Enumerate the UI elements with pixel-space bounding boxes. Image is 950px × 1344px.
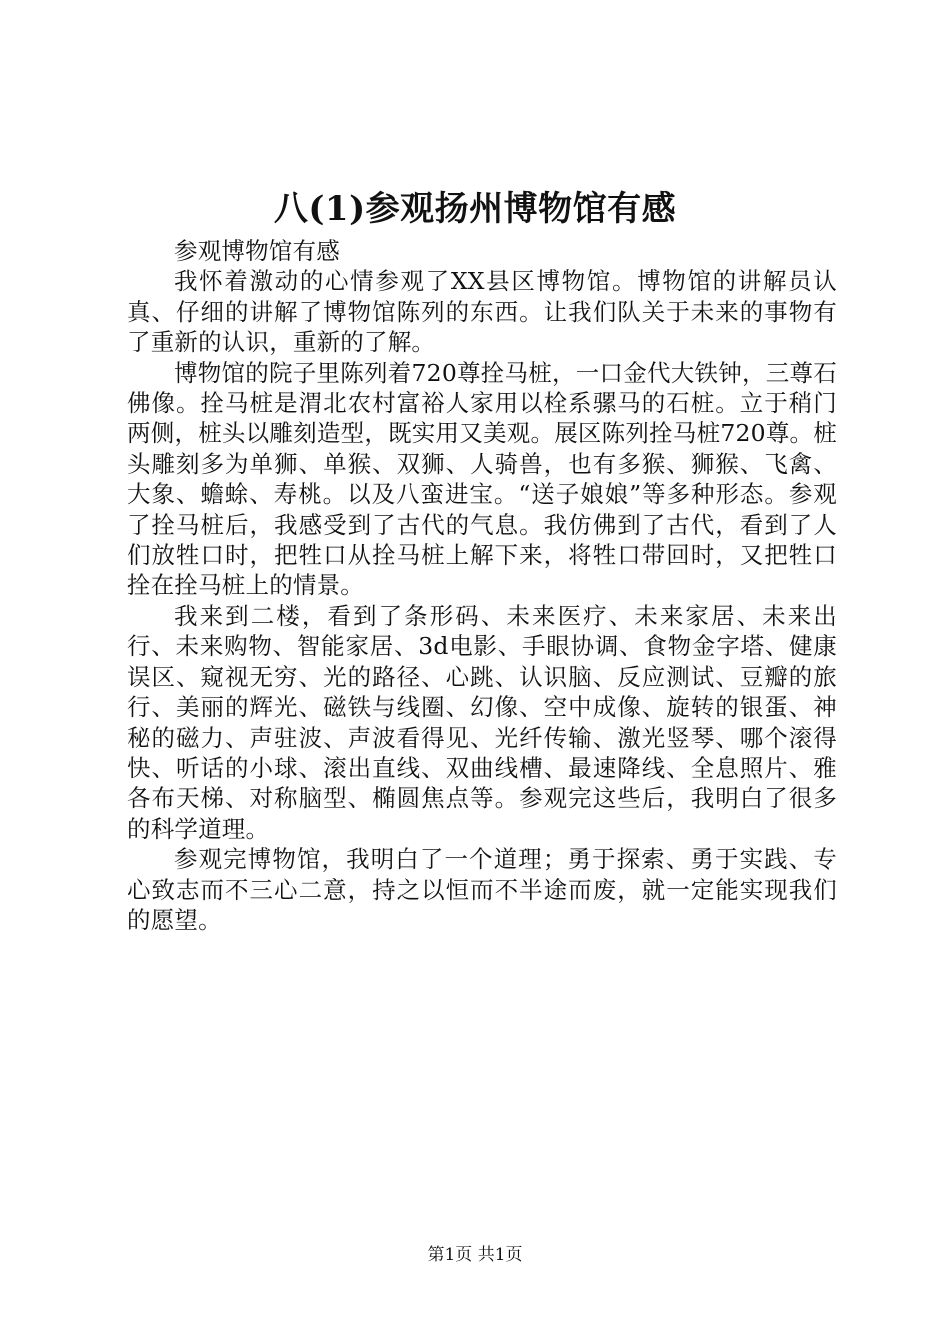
paragraph-second-floor: 我来到二楼，看到了条形码、未来医疗、未来家居、未来出行、未来购物、智能家居、3d电影、手眼协调、食物金字塔、健康误区、窥视无穷、光的路径、心跳、认识脑、反应测试、豆瓣的旅行、美丽的辉光、磁铁与线圈、幻像、空中成像、旋转的银蛋、神秘的磁力、声驻波、声波看得见、光纤传输、激光竖琴、哪个滚得快、听话的小球、滚出直线、双曲线槽、最速降线、全息照片、雅各布天梯、对称脑型、椭圆焦点等。参观完这些后，我明白了很多的科学道理。 (127, 601, 837, 843)
document-body (127, 236, 837, 935)
paragraph-subtitle: 参观博物馆有感 (174, 237, 340, 265)
page-number-footer: 第1页 共1页 (427, 1245, 523, 1265)
paragraph-conclusion: 参观完博物馆，我明白了一个道理；勇于探索、勇于实践、专心致志而不三心二意，持之以恒而不半途而废，就一定能实现我们的愿望。 (127, 845, 837, 934)
document-title: 八(1)参观扬州博物馆有感 (273, 189, 677, 229)
paragraph-courtyard: 博物馆的院子里陈列着720尊拴马桩，一口金代大铁钟，三尊石佛像。拴马桩是渭北农村富裕人家用以栓系骡马的石桩。立于稍门两侧，桩头以雕刻造型，既实用又美观。展区陈列拴马桩720尊。桩头雕刻多为单狮、单猴、双狮、人骑兽，也有多猴、狮猴、飞禽、大象、蟾蜍、寿桃。以及八蛮进宝。“送子娘娘”等多种形态。参观了拴马桩后，我感受到了古代的气息。我仿佛到了古代，看到了人们放牲口时，把牲口从拴马桩上解下来，将牲口带回时，又把牲口拴在拴马桩上的情景。 (127, 358, 837, 600)
paragraph-intro: 我怀着激动的心情参观了XX县区博物馆。博物馆的讲解员认真、仔细的讲解了博物馆陈列的东西。让我们队关于未来的事物有了重新的认识，重新的了解。 (127, 267, 837, 357)
